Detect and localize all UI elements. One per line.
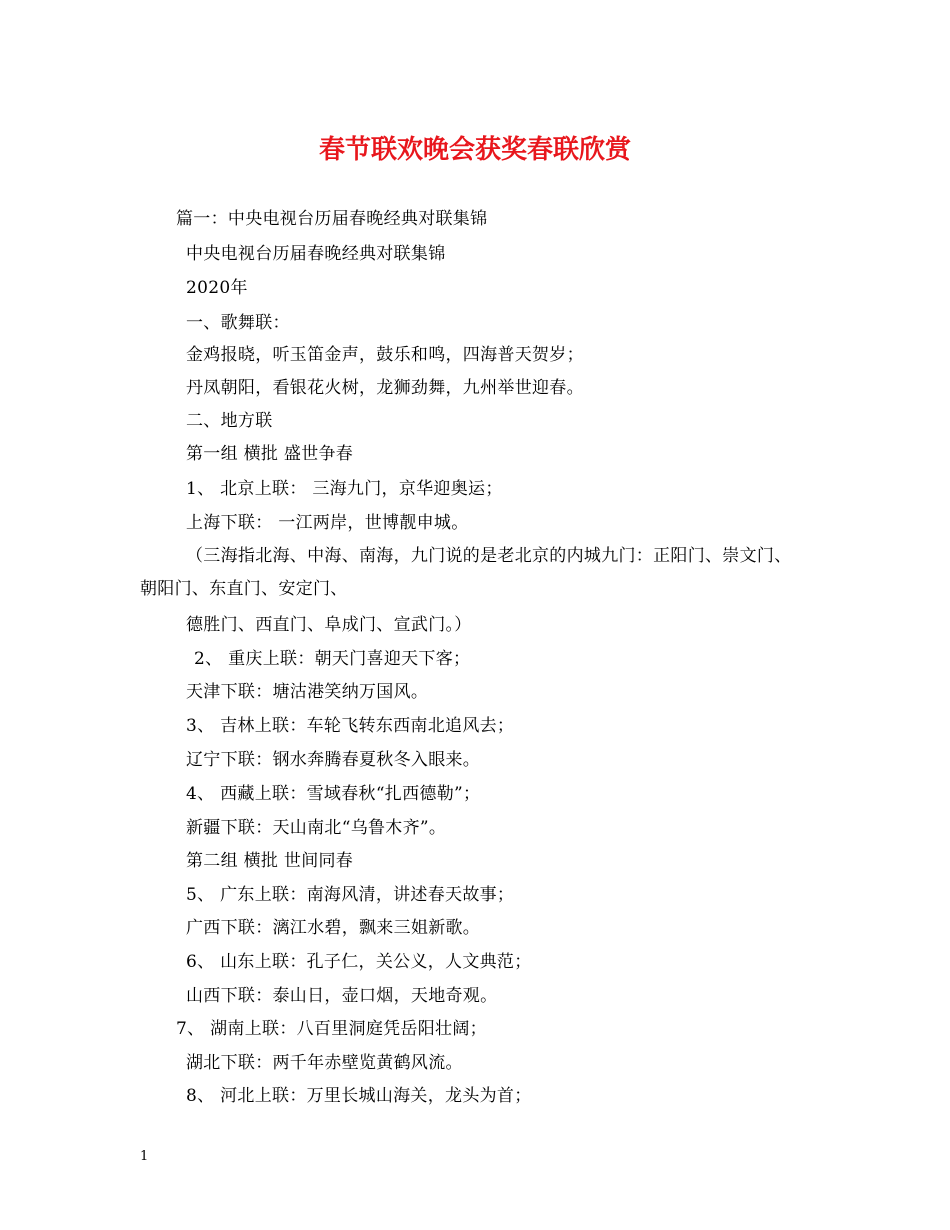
- body-line: 5、 广东上联：南海风清，讲述春天故事；: [186, 885, 515, 905]
- body-line: 二、地方联: [186, 411, 273, 431]
- body-line: 湖北下联：两千年赤壁览黄鹤风流。: [186, 1053, 463, 1073]
- body-line: 德胜门、西直门、阜成门、宣武门。）: [186, 615, 472, 635]
- body-line: 上海下联： 一江两岸，世博靓申城。: [186, 513, 469, 533]
- page-number: 1: [140, 1149, 149, 1164]
- body-line: （三海指北海、中海、南海，九门说的是老北京的内城九门：正阳门、崇文门、: [186, 546, 792, 566]
- body-line: 丹凤朝阳，看银花火树，龙狮劲舞，九州举世迎春。: [186, 378, 584, 398]
- body-line: 3、 吉林上联：车轮飞转东西南北追风去；: [186, 716, 515, 736]
- body-line: 朝阳门、东直门、安定门、: [140, 579, 348, 599]
- body-line: 4、 西藏上联：雪域春秋“扎西德勒”；: [186, 784, 481, 804]
- body-line: 1、 北京上联： 三海九门，京华迎奥运；: [186, 479, 503, 499]
- body-line: 篇一：中央电视台历届春晚经典对联集锦: [176, 209, 488, 229]
- body-line: 金鸡报晓，听玉笛金声，鼓乐和鸣，四海普天贺岁；: [186, 345, 584, 365]
- body-line: 2020年: [186, 278, 248, 298]
- body-line: 中央电视台历届春晚经典对联集锦: [186, 244, 446, 264]
- body-line: 7、 湖南上联：八百里洞庭凭岳阳壮阔；: [176, 1019, 487, 1039]
- body-line: 广西下联：漓江水碧，飘来三姐新歌。: [186, 918, 481, 938]
- body-line: 山西下联：泰山日，壶口烟，天地奇观。: [186, 986, 498, 1006]
- body-line: 6、 山东上联：孔子仁，关公义，人文典范；: [186, 952, 532, 972]
- body-line: 天津下联：塘沽港笑纳万国风。: [186, 682, 429, 702]
- body-line: 辽宁下联：钢水奔腾春夏秋冬入眼来。: [186, 750, 481, 770]
- body-line: 2、 重庆上联：朝天门喜迎天下客；: [194, 649, 471, 669]
- body-line: 8、 河北上联：万里长城山海关，龙头为首；: [186, 1086, 532, 1106]
- body-line: 第二组 横批 世间同春: [186, 851, 354, 871]
- document-title: 春节联欢晚会获奖春联欣赏: [318, 135, 631, 165]
- body-line: 新疆下联：天山南北“乌鲁木齐”。: [186, 818, 447, 838]
- body-line: 一、歌舞联：: [186, 313, 290, 333]
- body-line: 第一组 横批 盛世争春: [186, 444, 354, 464]
